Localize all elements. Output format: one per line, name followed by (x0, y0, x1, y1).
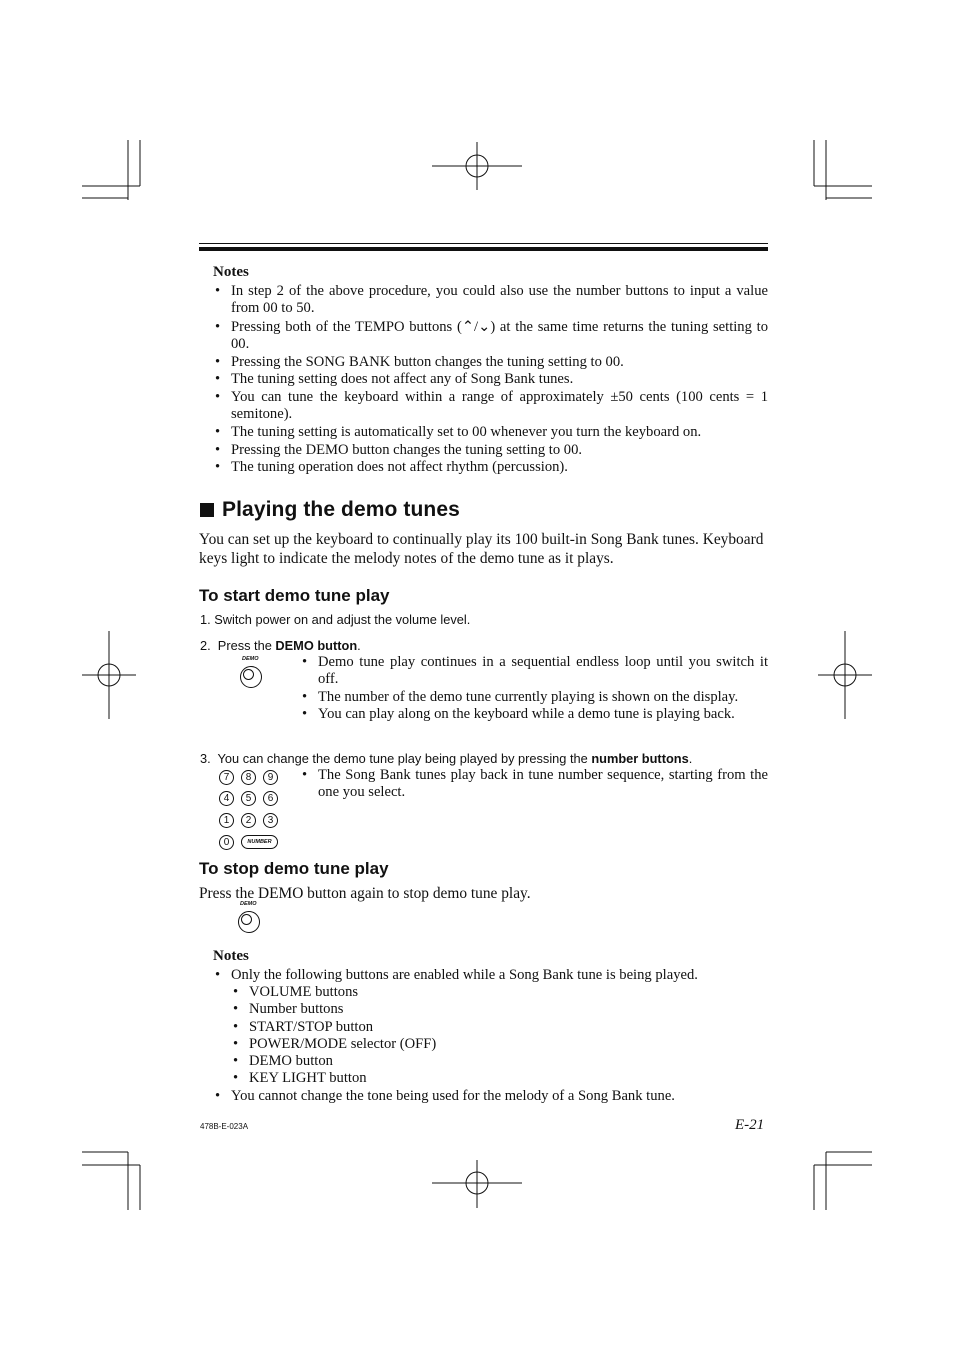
notes-list (213, 283, 768, 476)
start-heading: To start demo tune play (199, 586, 390, 605)
step-3-suffix: . (688, 751, 693, 766)
list-item: • The tuning setting is automatically set to 00 whenever you turn the keyboard on. (213, 424, 768, 441)
list-item: • DEMO button (231, 1053, 631, 1070)
section-intro: You can set up the keyboard to continually play its 100 built-in Song Bank tunes. Keyboard keys light to indicate the melody notes of the demo tune as it plays. (199, 531, 764, 567)
list-item: • In step 2 of the above procedure, you could also use the number buttons to input a value from 00 to 50. (213, 283, 768, 318)
number-keypad-icon (218, 768, 282, 852)
digit-3-icon: 3 (263, 813, 278, 828)
digit-5-icon: 5 (241, 791, 256, 806)
list-item: • The Song Bank tunes play back in tune number sequence, starting from the one you select. (300, 767, 768, 802)
list-item: • Only the following buttons are enabled while a Song Bank tune is being played. (213, 967, 768, 984)
section-square-icon (200, 503, 214, 517)
list-item: • Number buttons (231, 1001, 631, 1018)
demo-label: DEMO (240, 901, 257, 907)
digit-0-icon: 0 (219, 835, 234, 850)
demo-button-icon (238, 656, 264, 690)
step-2-suffix: . (357, 638, 361, 653)
digit-1-icon: 1 (219, 813, 234, 828)
demo-button-icon (237, 901, 263, 935)
document-code: 478B-E-023A (200, 1122, 249, 1131)
digit-2-icon: 2 (241, 813, 256, 828)
list-item: • VOLUME buttons (231, 984, 631, 1001)
digit-7-icon: 7 (219, 770, 234, 785)
step-3 (200, 751, 692, 766)
list-item: • You can play along on the keyboard while a demo tune is playing back. (300, 706, 768, 723)
header-rule (199, 243, 768, 244)
step-3-bold: number buttons (591, 751, 689, 766)
step-2-prefix: 2. Press the (200, 638, 276, 653)
stop-text: Press the DEMO button again to stop demo tune play. (199, 885, 531, 902)
list-item: • The tuning operation does not affect rhythm (percussion). (213, 459, 768, 476)
list-item: • Pressing both of the TEMPO buttons (⌃/⌄) at the same time returns the tuning setting to 00. (213, 319, 768, 354)
stop-heading: To stop demo tune play (199, 859, 389, 878)
list-item: • You can tune the keyboard within a range of approximately ±50 cents (100 cents = 1 semitone). (213, 389, 768, 424)
header-rule-thick (199, 247, 768, 251)
notes-title: Notes (213, 264, 249, 280)
list-item: • Pressing the DEMO button changes the tuning setting to 00. (213, 442, 768, 459)
enabled-buttons-list (231, 984, 631, 1088)
list-item: • KEY LIGHT button (231, 1070, 631, 1087)
digit-4-icon: 4 (219, 791, 234, 806)
list-item: • Pressing the SONG BANK button changes the tuning setting to 00. (213, 354, 768, 371)
notes-title-2: Notes (213, 948, 249, 964)
number-button-icon: NUMBER (241, 835, 278, 849)
list-item: • POWER/MODE selector (OFF) (231, 1036, 631, 1053)
section-title: Playing the demo tunes (222, 498, 460, 521)
digit-8-icon: 8 (241, 770, 256, 785)
list-item: • The number of the demo tune currently playing is shown on the display. (300, 689, 768, 706)
list-item: • The tuning setting does not affect any of Song Bank tunes. (213, 371, 768, 388)
step-3-prefix: 3. You can change the demo tune play being played by pressing the (200, 751, 592, 766)
step-2-list (300, 654, 768, 723)
demo-button-circle (238, 911, 260, 933)
list-item: • You cannot change the tone being used for the melody of a Song Bank tune. (213, 1088, 768, 1105)
digit-6-icon: 6 (263, 791, 278, 806)
demo-label: DEMO (242, 656, 259, 662)
notes-list-2b (213, 1088, 768, 1105)
step-2-bold: DEMO button (275, 638, 358, 653)
page-number: E-21 (735, 1117, 765, 1133)
notes-list-2 (213, 967, 768, 984)
step-2 (200, 638, 361, 653)
list-item: • START/STOP button (231, 1019, 631, 1036)
demo-button-circle (240, 666, 262, 688)
step-1: 1. Switch power on and adjust the volume level. (200, 612, 471, 627)
digit-9-icon: 9 (263, 770, 278, 785)
step-3-list (300, 767, 768, 802)
list-item: • Demo tune play continues in a sequential endless loop until you switch it off. (300, 654, 768, 689)
